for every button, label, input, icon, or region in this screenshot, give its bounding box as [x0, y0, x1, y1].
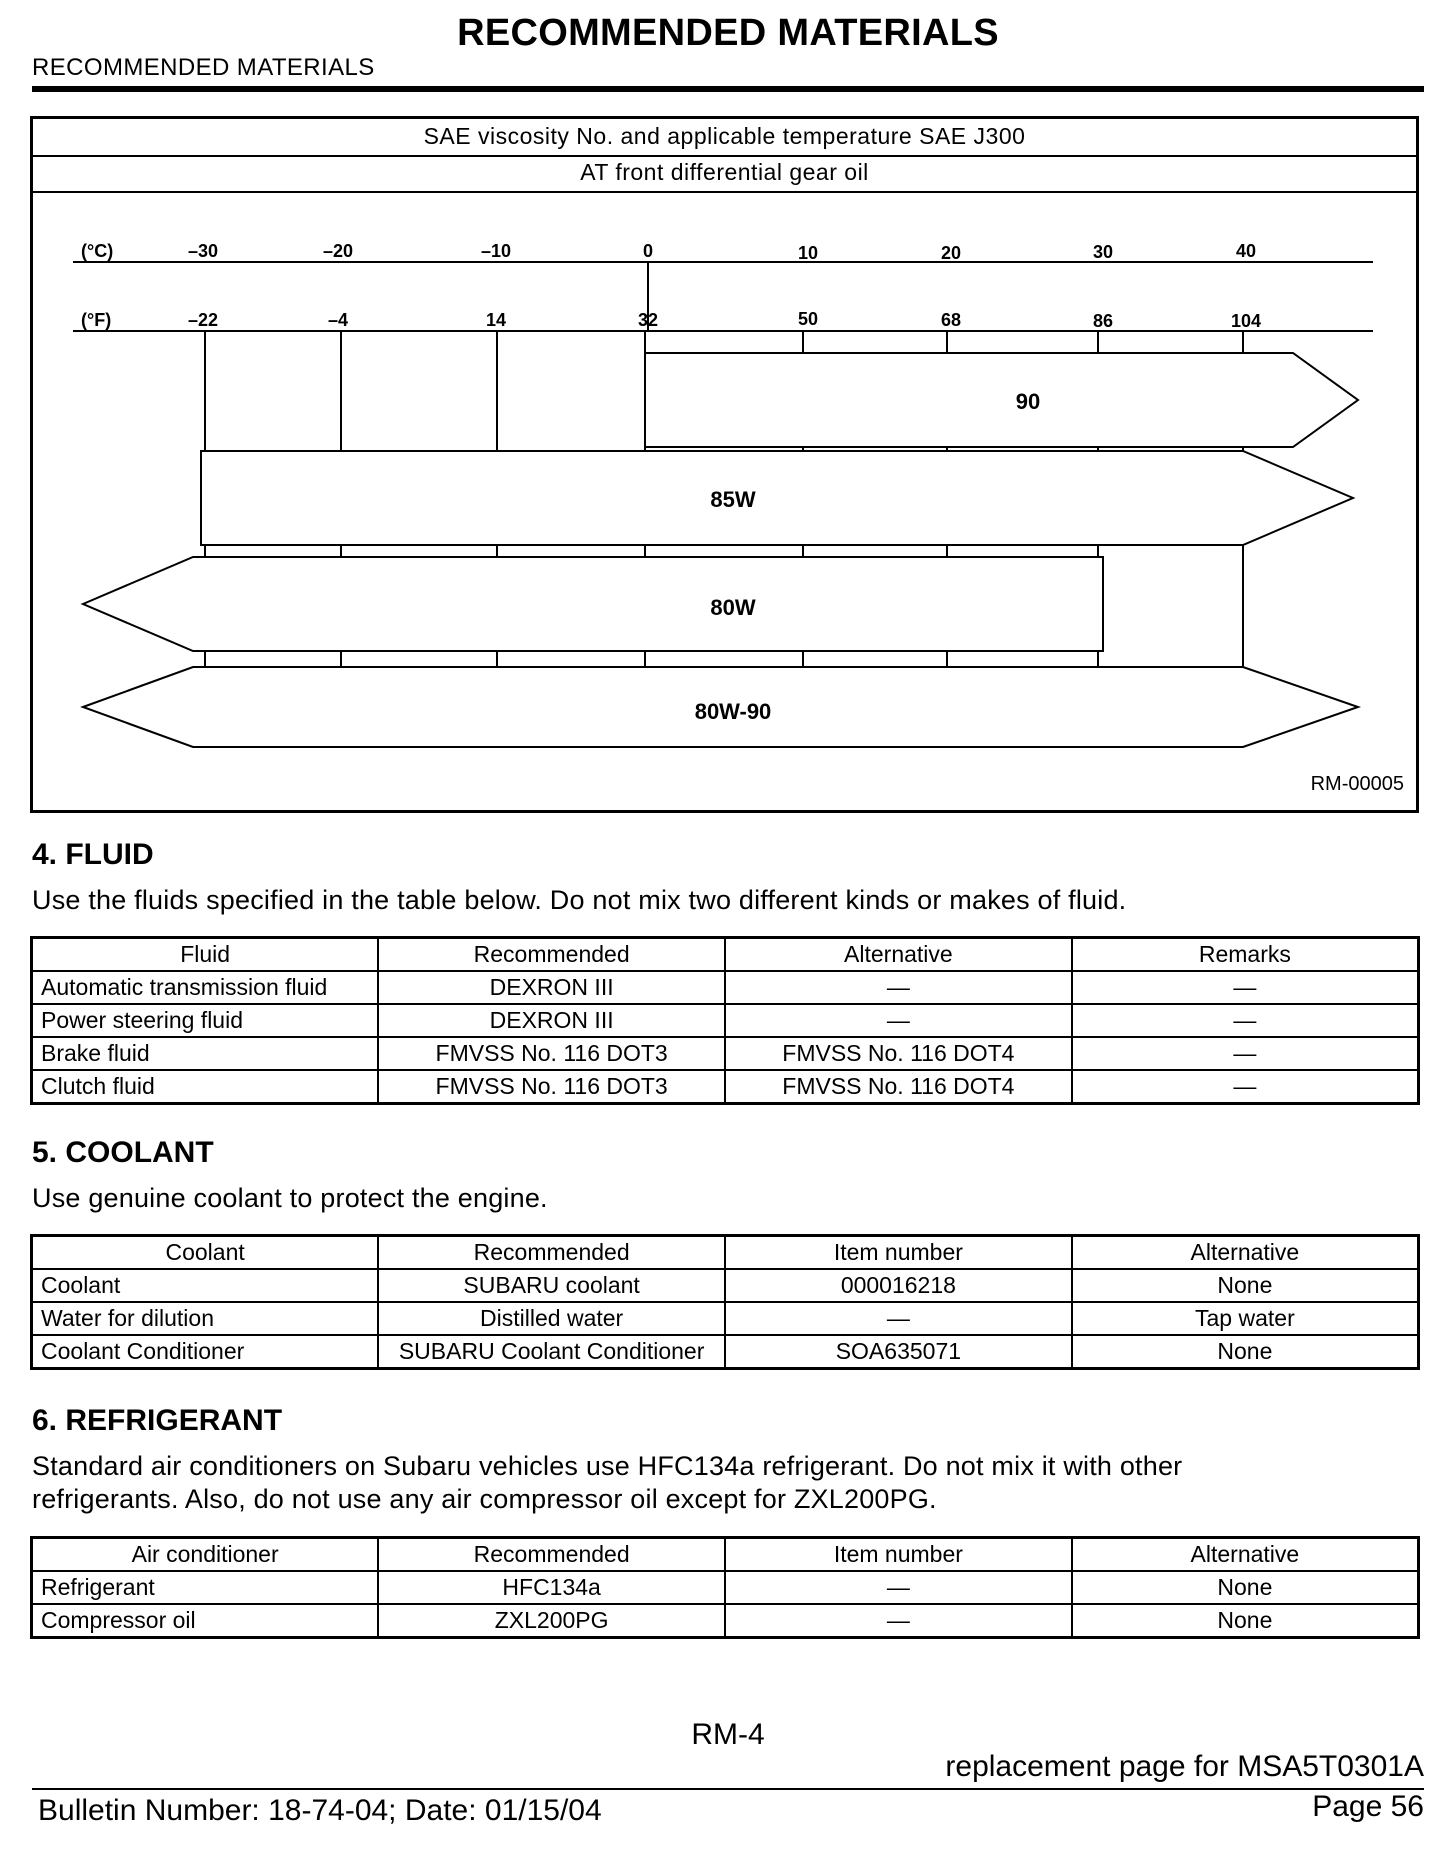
grade-label-80w-90: 80W-90 [694, 699, 772, 724]
celsius-tick-label: 30 [1092, 242, 1114, 262]
table-cell: FMVSS No. 116 DOT4 [725, 1070, 1072, 1104]
table-cell: DEXRON III [378, 1004, 725, 1037]
table-cell: SUBARU coolant [378, 1269, 725, 1302]
table-cell: SOA635071 [725, 1335, 1072, 1369]
coolant-heading: 5. COOLANT [32, 1136, 214, 1169]
table-cell: Compressor oil [32, 1604, 379, 1638]
column-header: Remarks [1072, 938, 1419, 972]
table-cell: — [725, 971, 1072, 1004]
table-row [32, 1070, 1419, 1104]
table-row [32, 1302, 1419, 1335]
chart-title: SAE viscosity No. and applicable temperature SAE J300 [33, 119, 1416, 157]
table-cell: Refrigerant [32, 1571, 379, 1604]
grade-bar-90 [645, 353, 1358, 447]
section-subtitle: RECOMMENDED MATERIALS [32, 54, 375, 81]
grade-bar-85w [201, 451, 1353, 545]
refrigerant-text-line: refrigerants. Also, do not use any air compressor oil except for ZXL200PG. [32, 1484, 937, 1514]
celsius-tick-label: 10 [797, 243, 819, 263]
column-header: Item number [725, 1538, 1072, 1572]
table-cell: Clutch fluid [32, 1070, 379, 1104]
table-cell: FMVSS No. 116 DOT4 [725, 1037, 1072, 1070]
header-rule [32, 86, 1424, 92]
table-cell: FMVSS No. 116 DOT3 [378, 1037, 725, 1070]
table-cell: FMVSS No. 116 DOT3 [378, 1070, 725, 1104]
table-cell: Brake fluid [32, 1037, 379, 1070]
table-cell: None [1072, 1335, 1419, 1369]
page-number: Page 56 [1312, 1790, 1424, 1823]
viscosity-chart [30, 116, 1419, 813]
coolant-table [30, 1234, 1420, 1370]
column-header: Alternative [725, 938, 1072, 972]
column-header: Recommended [378, 1236, 725, 1270]
grade-bar-80w [83, 557, 1103, 651]
table-cell: ZXL200PG [378, 1604, 725, 1638]
celsius-unit-label: (°C) [81, 241, 114, 261]
celsius-tick-label: –20 [322, 241, 354, 261]
coolant-text: Use genuine coolant to protect the engine. [32, 1183, 548, 1213]
table-cell: Coolant Conditioner [32, 1335, 379, 1369]
grade-label-90: 90 [1015, 389, 1041, 414]
table-cell: SUBARU Coolant Conditioner [378, 1335, 725, 1369]
table-cell: Tap water [1072, 1302, 1419, 1335]
table-header-row [32, 1236, 1419, 1270]
table-cell: HFC134a [378, 1571, 725, 1604]
fahrenheit-tick-label: 104 [1230, 311, 1262, 331]
table-cell: Distilled water [378, 1302, 725, 1335]
chart-subtitle: AT front differential gear oil [33, 155, 1416, 193]
table-cell: None [1072, 1604, 1419, 1638]
table-row [32, 1269, 1419, 1302]
column-header: Recommended [378, 938, 725, 972]
table-row [32, 971, 1419, 1004]
footer-rule [32, 1788, 1424, 1790]
viscosity-diagram [33, 119, 1416, 810]
bulletin-info: Bulletin Number: 18-74-04; Date: 01/15/04 [38, 1794, 602, 1827]
table-cell: Coolant [32, 1269, 379, 1302]
fahrenheit-tick-label: –4 [327, 310, 349, 330]
fahrenheit-tick-label: –22 [187, 310, 219, 330]
replacement-note: replacement page for MSA5T0301A [945, 1750, 1424, 1783]
fahrenheit-tick-label: 68 [940, 310, 962, 330]
table-cell: — [1072, 1070, 1419, 1104]
celsius-tick-label: –10 [480, 241, 512, 261]
page-code: RM-4 [691, 1718, 765, 1751]
table-header-row [32, 1538, 1419, 1572]
refrigerant-text [32, 1450, 1422, 1516]
table-cell: Automatic transmission fluid [32, 971, 379, 1004]
table-cell: — [1072, 1004, 1419, 1037]
fahrenheit-tick-label: 32 [637, 310, 659, 330]
table-row [32, 1335, 1419, 1369]
column-header: Fluid [32, 938, 379, 972]
table-cell: DEXRON III [378, 971, 725, 1004]
fluid-heading: 4. FLUID [32, 838, 154, 871]
column-header: Recommended [378, 1538, 725, 1572]
table-cell: — [725, 1604, 1072, 1638]
grade-label-80w: 80W [710, 595, 756, 620]
grade-label-85w: 85W [710, 487, 756, 512]
table-cell: None [1072, 1571, 1419, 1604]
table-cell: — [725, 1302, 1072, 1335]
fahrenheit-unit-label: (°F) [81, 310, 112, 330]
refrigerant-text-line: Standard air conditioners on Subaru vehicles use HFC134a refrigerant. Do not mix it with other [32, 1451, 1183, 1481]
table-cell: Water for dilution [32, 1302, 379, 1335]
table-row [32, 1571, 1419, 1604]
refrigerant-table [30, 1536, 1420, 1639]
column-header: Coolant [32, 1236, 379, 1270]
table-cell: — [1072, 971, 1419, 1004]
celsius-tick-label: –30 [187, 241, 219, 261]
table-row [32, 1604, 1419, 1638]
celsius-tick-label: 20 [940, 243, 962, 263]
column-header: Alternative [1072, 1538, 1419, 1572]
fahrenheit-tick-label: 14 [485, 310, 507, 330]
table-cell: 000016218 [725, 1269, 1072, 1302]
column-header: Air conditioner [32, 1538, 379, 1572]
refrigerant-heading: 6. REFRIGERANT [32, 1404, 283, 1437]
table-cell: — [1072, 1037, 1419, 1070]
fahrenheit-tick-label: 86 [1092, 311, 1114, 331]
column-header: Item number [725, 1236, 1072, 1270]
table-row [32, 1004, 1419, 1037]
page-title: RECOMMENDED MATERIALS [457, 12, 999, 54]
fluid-text: Use the fluids specified in the table below. Do not mix two different kinds or makes of fluid. [32, 885, 1127, 915]
figure-code: RM-00005 [1310, 773, 1404, 795]
celsius-tick-label: 0 [642, 241, 654, 261]
table-row [32, 1037, 1419, 1070]
fluid-table [30, 936, 1420, 1105]
column-header: Alternative [1072, 1236, 1419, 1270]
fahrenheit-tick-label: 50 [797, 309, 819, 329]
table-cell: — [725, 1571, 1072, 1604]
table-cell: None [1072, 1269, 1419, 1302]
table-cell: Power steering fluid [32, 1004, 379, 1037]
table-header-row [32, 938, 1419, 972]
celsius-tick-label: 40 [1235, 241, 1257, 261]
table-cell: — [725, 1004, 1072, 1037]
